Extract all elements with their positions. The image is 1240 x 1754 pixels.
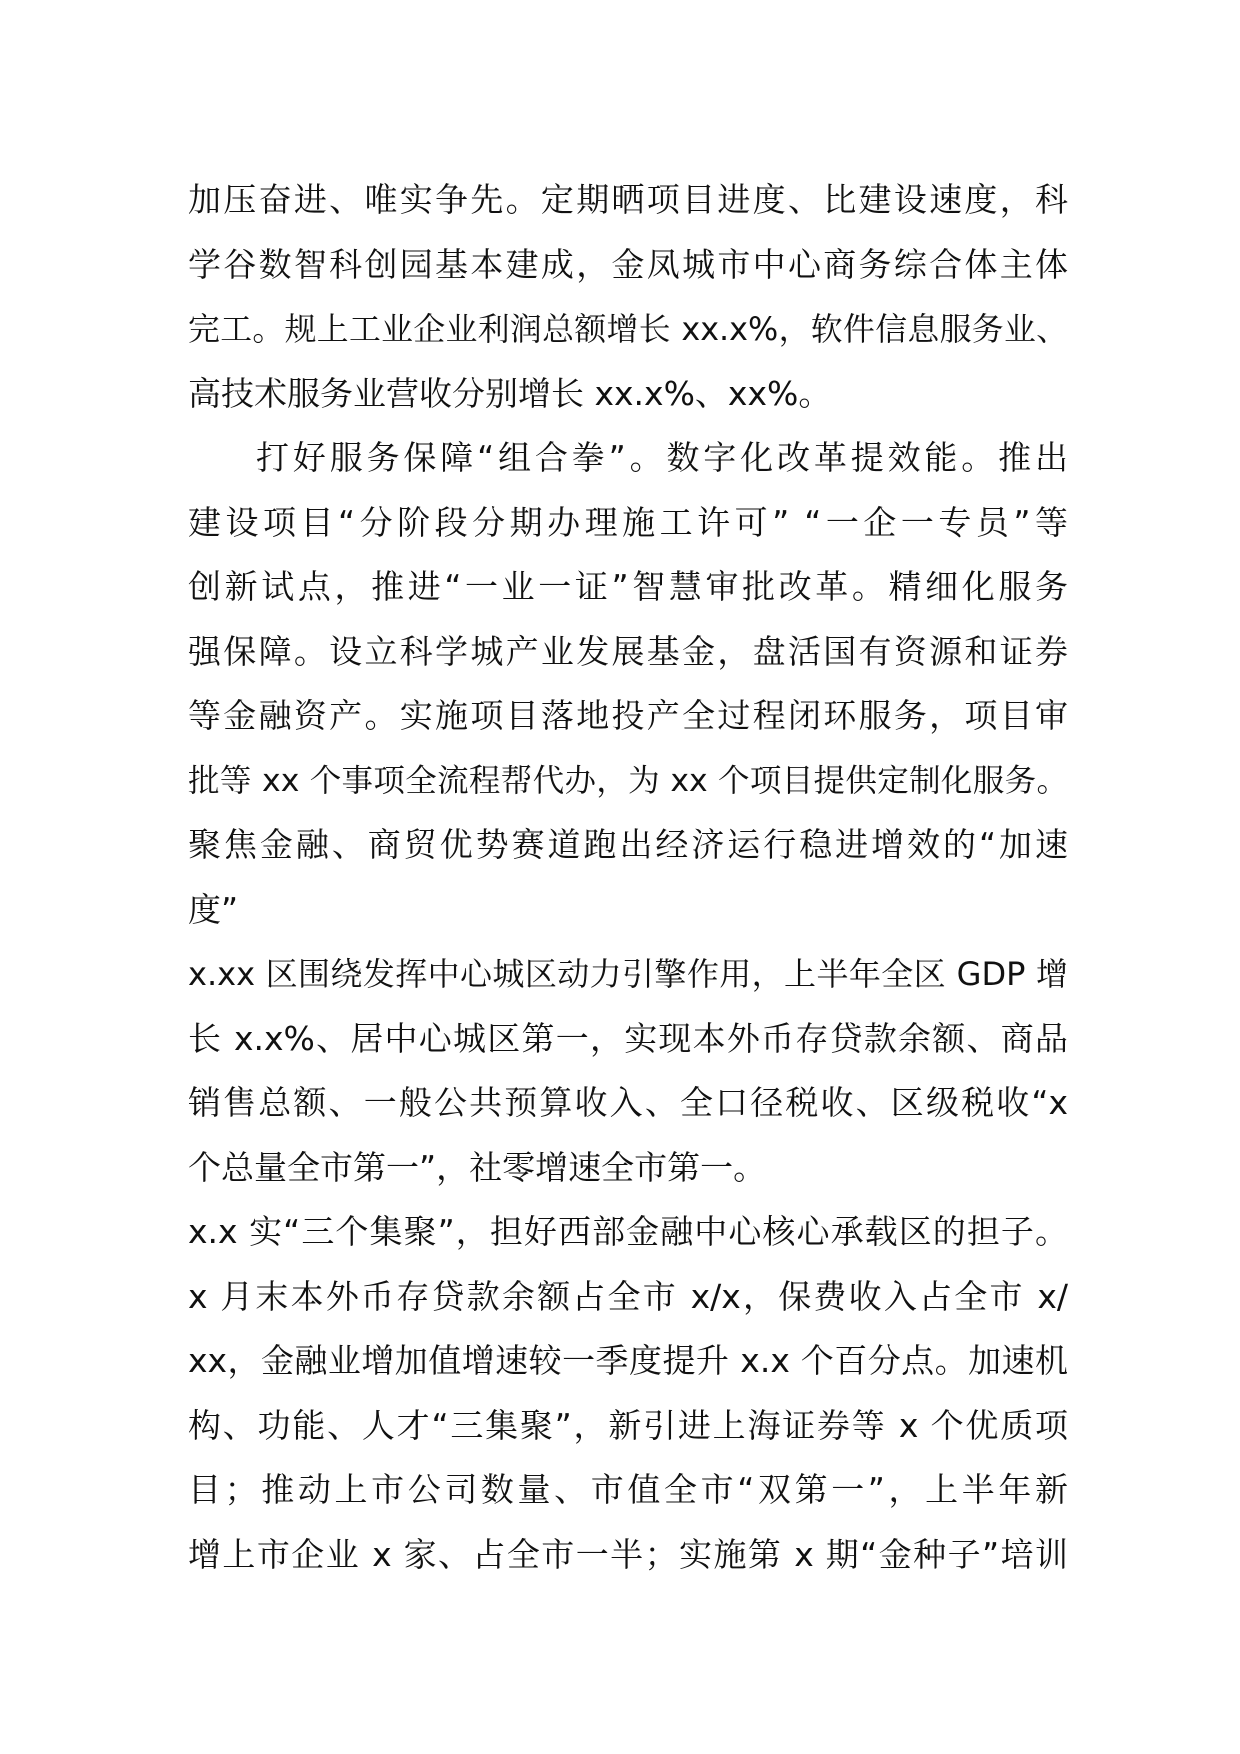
text-line: 长 x.x%、居中心城区第一，实现本外币存贷款余额、商品 xyxy=(188,1018,1068,1058)
text-line: 个总量全市第一”，社零增速全市第一。 xyxy=(188,1147,767,1187)
text-line: 强保障。设立科学城产业发展基金，盘活国有资源和证券 xyxy=(188,631,1068,671)
text-line: 加压奋进、唯实争先。定期晒项目进度、比建设速度，科 xyxy=(188,180,1068,219)
text-line: 销售总额、一般公共预算收入、全口径税收、区级税收“x xyxy=(188,1083,1068,1122)
text-line: 建设项目“分阶段分期办理施工许可” “一企一专员”等 xyxy=(188,502,1068,542)
text-line: x 月末本外币存贷款余额占全市 x/x，保费收入占全市 x/ xyxy=(188,1276,1068,1316)
paragraph-start-line: 打好服务保障“组合拳”。数字化改革提效能。推出 xyxy=(256,438,1068,477)
text-line: 等金融资产。实施项目落地投产全过程闭环服务，项目审 xyxy=(188,696,1068,735)
text-line: 批等 xx 个事项全流程帮代办，为 xx 个项目提供定制化服务。 xyxy=(188,762,1068,799)
text-line: 构、功能、人才“三集聚”，新引进上海证券等 x 个优质项 xyxy=(188,1405,1068,1445)
text-line: 目；推动上市公司数量、市值全市“双第一”，上半年新 xyxy=(188,1470,1068,1509)
text-line: 完工。规上工业企业利润总额增长 xx.x%，软件信息服务业、 xyxy=(188,310,1068,348)
text-line: x.xx 区围绕发挥中心城区动力引擎作用，上半年全区 GDP 增 xyxy=(188,955,1068,993)
text-line: 增上市企业 x 家、占全市一半；实施第 x 期“金种子”培训 xyxy=(188,1534,1068,1574)
text-line: 聚焦金融、商贸优势赛道跑出经济运行稳进增效的“加速 xyxy=(188,825,1068,864)
text-line: x.x 实“三个集聚”，担好西部金融中心核心承载区的担子。 xyxy=(188,1212,1068,1251)
text-line: 度” xyxy=(188,889,239,929)
text-line: 创新试点，推进“一业一证”智慧审批改革。精细化服务 xyxy=(188,567,1068,606)
text-line: 高技术服务业营收分别增长 xx.x%、xx%。 xyxy=(188,373,832,413)
text-line: xx，金融业增加值增速较一季度提升 x.x 个百分点。加速机 xyxy=(188,1341,1068,1380)
document-body xyxy=(188,168,1068,1587)
text-line: 学谷数智科创园基本建成，金凤城市中心商务综合体主体 xyxy=(188,244,1068,284)
